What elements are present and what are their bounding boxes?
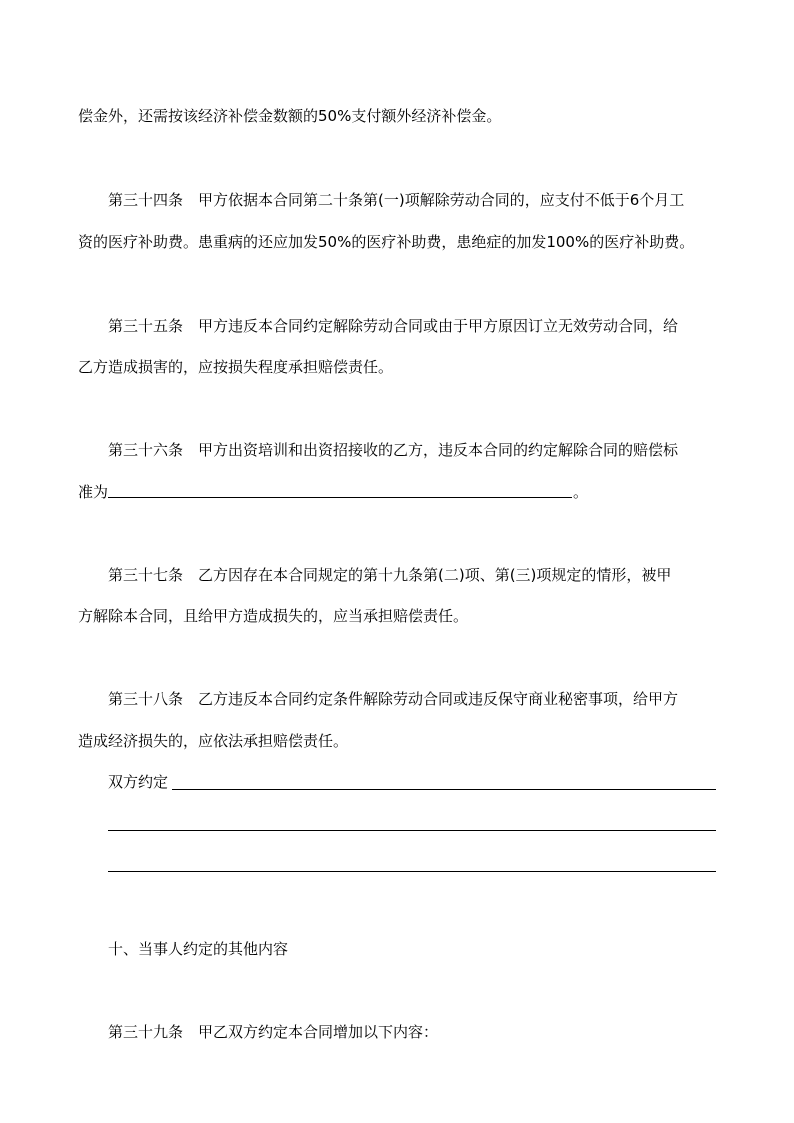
- article-38-line-2: 造成经济损失的，应依法承担赔偿责任。: [78, 732, 349, 750]
- section-10-heading: 十、当事人约定的其他内容: [108, 940, 289, 958]
- article-38-line-1: 第三十八条 乙方违反本合同约定条件解除劳动合同或违反保守商业秘密事项，给甲方: [108, 690, 679, 708]
- article-35-line-2: 乙方造成损害的，应按损失程度承担赔偿责任。: [78, 358, 394, 376]
- mutual-agreement-blank-line-1[interactable]: [172, 789, 716, 790]
- paragraph-continuation: 偿金外，还需按该经济补偿金数额的50%支付额外经济补偿金。: [78, 107, 502, 125]
- article-37-line-1: 第三十七条 乙方因存在本合同规定的第十九条第(二)项、第(三)项规定的情形，被甲: [108, 566, 672, 584]
- article-34-line-2: 资的医疗补助费。患重病的还应加发50%的医疗补助费，患绝症的加发100%的医疗补助费。: [78, 233, 695, 251]
- compensation-standard-blank-line[interactable]: [108, 497, 572, 498]
- article-34-line-1: 第三十四条 甲方依据本合同第二十条第(一)项解除劳动合同的，应支付不低于6个月工: [108, 191, 685, 209]
- mutual-agreement-blank-line-2[interactable]: [108, 830, 716, 831]
- article-36-line-1: 第三十六条 甲方出资培训和出资招接收的乙方，违反本合同的约定解除合同的赔偿标: [108, 441, 679, 459]
- article-36-line-2-suffix: 。: [573, 483, 589, 501]
- mutual-agreement-blank-line-3[interactable]: [108, 871, 716, 872]
- article-35-line-1: 第三十五条 甲方违反本合同约定解除劳动合同或由于甲方原因订立无效劳动合同，给: [108, 317, 679, 335]
- article-37-line-2: 方解除本合同，且给甲方造成损失的，应当承担赔偿责任。: [78, 607, 469, 625]
- article-39-line-1: 第三十九条 甲乙双方约定本合同增加以下内容：: [108, 1023, 439, 1041]
- mutual-agreement-label: 双方约定: [108, 773, 169, 791]
- article-36-line-2-prefix: 准为: [78, 483, 109, 501]
